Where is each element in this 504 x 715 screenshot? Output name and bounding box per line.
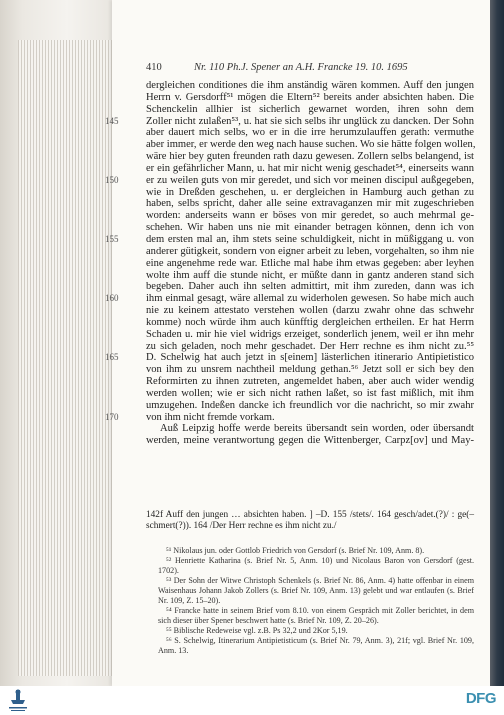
line-text: D. Schelwig hat auch jetzt in s[einem] lästerlichen itinerario Antipietistico	[146, 352, 474, 364]
line-text: haben, selbs spricht, daher alle seine extravaganzen mir mit zugeschrieben	[146, 198, 474, 210]
footnote-line: ⁵¹ Nikolaus jun. oder Gottlob Friedrich von Gersdorf (s. Brief Nr. 109, Anm. 8).	[166, 546, 425, 555]
footnote-line: ⁵² Henriette Katharina (s. Brief Nr. 5, Anm. 10) und Nicolaus Baron von Gersdorf (gest.	[166, 556, 474, 565]
footnote	[158, 556, 474, 576]
text-line	[146, 139, 474, 151]
line-number: 160	[105, 293, 119, 304]
line-number: 150	[105, 174, 119, 185]
text-line	[146, 222, 474, 234]
footnote-line: Anm. 13.	[158, 646, 189, 655]
footnote	[158, 546, 474, 556]
apparatus-line: schmert(?)). 164 /Der Herr rechne es ihm nicht zu./	[146, 521, 337, 531]
page-edges	[18, 40, 116, 676]
footnote-line: ⁵⁵ Biblische Redeweise vgl. z.B. Ps 32,2 und 2Kor 5,19.	[166, 626, 348, 635]
line-text: wolte ihm auff die stunde nicht, er müßte dann in gantz anderen stand sich	[146, 269, 474, 281]
text-line	[146, 198, 474, 210]
text-line	[146, 281, 474, 293]
line-text: schehen. Wir haben uns nie mit einander betragen können, denn ich von	[146, 222, 474, 234]
line-text: Schenckelin allhier ist sicherlich gewarnet worden, ihren sohn dem	[146, 103, 474, 115]
line-text: anderer gütigkeit, sondern von eigner arbeit zu leben, vorgehalten, so ihm nie	[146, 245, 474, 257]
line-text: ihm einmal gesagt, wäre allemal zu widerholen gewesen. So habe mich auch	[146, 293, 474, 305]
footnote-line: Nr. 109, Z. 15–20).	[158, 596, 221, 605]
line-number: 170	[105, 411, 119, 422]
text-line	[146, 258, 474, 270]
line-text: von ihm nicht fremde vorkam.	[146, 411, 275, 423]
line-text: Schaden u. mir hie viel widrigs erzeiget, sonderlich jenem, weil er ihn mehr	[146, 328, 474, 340]
line-text: wäre hier bey guten freunden rath dazu gewesen. Zollern selbs belangend, ist	[146, 151, 474, 163]
footnote	[158, 626, 474, 636]
line-text: Herrn v. Gersdorff⁵¹ mögen die Eltern⁵² bereits ander absichten haben. Die	[146, 91, 474, 103]
text-line	[146, 210, 474, 222]
line-text: dergleichen conditiones die ihm anständig wären kommen. Auff den jungen	[146, 80, 474, 91]
footnote-line: Waisenhaus Johann Jakob Zollers (s. Brief Nr. 109, Anm. 13) gelebt und war entlaufen (s. Brief	[158, 586, 474, 595]
line-text: er ein gefährlicher Mann, u. hat mir nicht wenig geschadet⁵⁴, einerseits wann	[146, 162, 474, 174]
footnote-line: ⁵³ Der Sohn der Witwe Christoph Schenkels (s. Brief Nr. 86, Anm. 4) hatte offenbar in einem	[166, 576, 474, 585]
text-line	[146, 127, 474, 139]
line-number: 155	[105, 233, 119, 244]
footnotes	[158, 546, 474, 656]
footnote-line: ⁵⁴ Francke hatte in seinem Brief vom 8.10. von einem Gespräch mit Zoller berichtet, in dem	[166, 606, 474, 615]
line-text: begeben. Daher auch ihn selten admittirt, mit ihm zureden, dann was ich	[146, 281, 474, 293]
text-line	[146, 246, 474, 258]
line-text: umzugehen. Indeßen dancke ich freundlich vor die nachricht, so mir zwahr	[146, 399, 474, 411]
text-line	[146, 317, 474, 329]
line-text: Reformirten zu ihnen zutreten, angemeldet haben, aber auch wider wendig	[146, 376, 474, 388]
text-line	[146, 364, 474, 376]
text-line	[146, 163, 474, 175]
text-line	[146, 329, 474, 341]
apparatus-line: 142f Auff den jungen … absichten haben. ] –D. 155 /stets/. 164 gesch/adet.(?)/ : ge(–	[146, 510, 474, 520]
text-line	[146, 151, 474, 163]
book-binding	[490, 0, 504, 686]
page-number: 410	[146, 62, 162, 73]
letter-body	[105, 80, 476, 447]
line-text: zu sich geladen, noch mehr geschadet. Der Herr rechne es ihm nicht zu.⁵⁵	[146, 340, 474, 352]
line-text: nie zu keinem attestato verstehen wollen (darzu zwahr ohne das schwehr	[146, 305, 474, 317]
line-number: 165	[105, 352, 119, 363]
line-text: Zoller nicht zulaßen⁵³, u. hat sie sich selbs ihr unglück zu dancken. Der Sohn	[146, 115, 474, 127]
line-text: Auß Leipzig hoffe werde bereits übersandt sein worden, oder übersandt	[160, 423, 474, 435]
footnote-line: sich dieser über Spener beschwert hatte (s. Brief Nr. 109, Z. 20–26).	[158, 616, 379, 625]
text-line	[105, 293, 474, 305]
line-text: werden wollen; wie er sich nicht rathen laßet, so ist fast mißlich, mit ihm	[146, 387, 474, 399]
line-text: eine angenehme rede war. Etliche mal habe ihm etwas gegeben: aber leyhen	[146, 257, 474, 269]
text-line	[146, 80, 474, 92]
line-text: aber immer, er werde den weg nach hause suchen. Wo sie hätte folgen wollen,	[146, 139, 476, 151]
text-line	[105, 233, 474, 246]
footnote	[158, 576, 474, 606]
dfg-logo: DFG	[465, 690, 496, 707]
text-line	[146, 423, 474, 435]
text-line	[105, 352, 474, 364]
critical-apparatus	[146, 510, 474, 532]
footnote	[158, 636, 474, 656]
text-line	[146, 104, 474, 116]
line-text: dem ersten mal an, ihm stets seine schuldigkeit, nicht in müßiggang u. von	[146, 233, 474, 245]
text-line	[146, 388, 474, 400]
text-line	[146, 92, 474, 104]
text-line	[146, 305, 474, 317]
line-text: komme) noch würde ihm auch künfftig dergleichen ertheilen. Er hat Herrn	[146, 316, 474, 328]
line-text: von ihm zu unsrem nachtheil meldung gethan.⁵⁶ Jetzt soll er sich bey den	[146, 364, 474, 376]
running-title: Nr. 110 Ph.J. Spener an A.H. Francke 19. 10. 1695	[194, 62, 408, 73]
line-text: wie in Dreßden geschehen, u. er dergleichen in Hamburg auch gethan zu	[146, 186, 474, 198]
line-number: 145	[105, 115, 119, 126]
text-line	[146, 435, 474, 447]
library-logo-icon	[6, 688, 30, 714]
footnote	[158, 606, 474, 626]
text-line	[146, 376, 474, 388]
footnote-line: ⁵⁶ S. Schelwig, Itinerarium Antipietisticum (s. Brief Nr. 79, Anm. 3), 21f; vgl. Brief Nr. 109,	[166, 636, 474, 645]
text-line	[146, 187, 474, 199]
viewer-footer	[0, 686, 504, 715]
footnote-line: 1702).	[158, 566, 179, 575]
line-text: worden: anderseits wann er böses von mir geredet, so auch mehrmal ge-	[146, 210, 474, 222]
line-text: werden, meine verantwortung gegen die Wittenberger, Carpz[ov] und May-	[146, 435, 474, 447]
text-line	[105, 115, 474, 128]
text-line	[105, 174, 474, 187]
text-line	[105, 411, 474, 424]
text-line	[146, 400, 474, 412]
line-text: er zu weilen guts von mir geredet, und sich vor meinen discipul außgegeben,	[146, 174, 474, 186]
text-line	[146, 341, 474, 353]
text-line	[146, 270, 474, 282]
line-text: aber dauert mich selbs, wo er in die irre herumzulauffen gerath: vermuthe	[146, 127, 474, 139]
